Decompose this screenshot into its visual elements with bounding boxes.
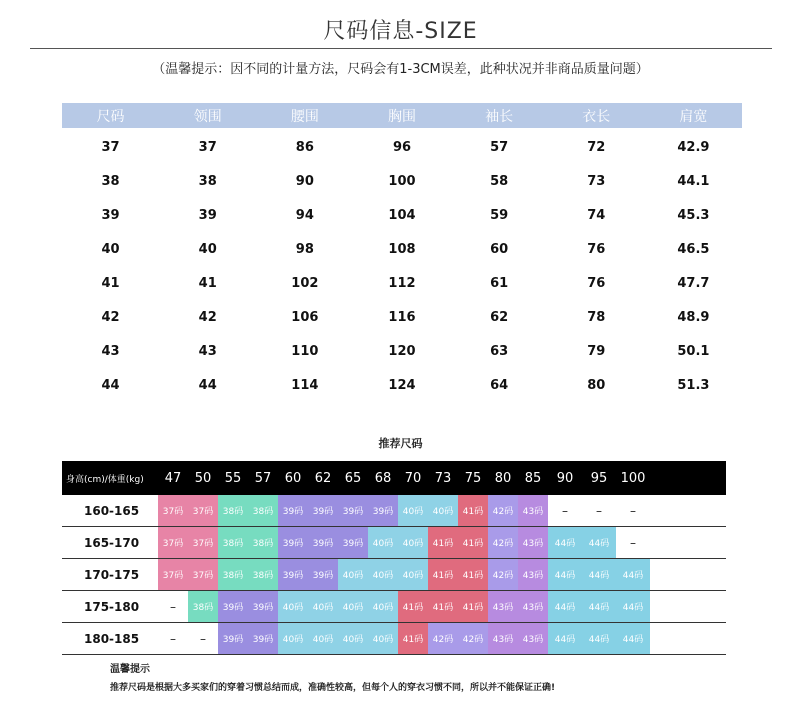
table-row [62,232,742,266]
table-cell: 63 [490,343,509,359]
recommend-body [62,495,726,655]
size-cell: 37码 [188,527,218,558]
table-cell: 42 [198,309,217,325]
size-cell: 43码 [518,495,548,526]
size-cell: 39码 [278,527,308,558]
weight-header: 47 [164,470,182,486]
size-cell: 38码 [248,559,278,590]
weight-header: 50 [194,470,212,486]
size-cell: 39码 [278,495,308,526]
header-chest: 胸围 [353,103,450,128]
weight-header: 62 [314,470,332,486]
table-cell: 39 [198,207,217,223]
size-cell: – [596,503,602,518]
weight-header: 75 [464,470,482,486]
table-cell: 120 [388,343,416,359]
table-cell: 50.1 [677,343,710,359]
table-row [62,266,742,300]
size-table [62,103,742,402]
table-row [62,527,726,559]
table-cell: 44 [101,377,120,393]
size-cell: 41码 [458,559,488,590]
size-cell: 39码 [248,591,278,622]
size-cell: 37码 [158,527,188,558]
size-cell: 44码 [582,591,616,622]
size-cell: 44码 [548,527,582,558]
size-cell: 37码 [158,559,188,590]
size-cell: 43码 [518,559,548,590]
table-cell: 79 [587,343,606,359]
header-collar: 领围 [159,103,256,128]
size-cell: 41码 [428,527,458,558]
size-cell: – [562,503,568,518]
size-cell: 44码 [616,591,650,622]
table-cell: 42.9 [677,139,710,155]
table-cell: 45.3 [677,207,710,223]
header-sleeve: 袖长 [451,103,548,128]
table-cell: 73 [587,173,606,189]
table-cell: 104 [388,207,416,223]
weight-header: 95 [590,470,608,486]
size-cell: 44码 [548,559,582,590]
table-cell: 38 [198,173,217,189]
table-cell: 80 [587,377,606,393]
size-cell: 37码 [188,559,218,590]
size-cell: 40码 [308,623,338,654]
size-cell: 40码 [338,623,368,654]
size-cell: 40码 [398,495,428,526]
size-cell: 38码 [248,527,278,558]
table-cell: 124 [388,377,416,393]
size-table-header [62,103,742,128]
size-cell: – [170,631,176,646]
table-cell: 74 [587,207,606,223]
size-cell: 44码 [616,559,650,590]
size-cell: 37码 [188,495,218,526]
size-cell: 41码 [398,623,428,654]
size-cell: 43码 [488,623,518,654]
weight-header: 68 [374,470,392,486]
size-cell: 43码 [518,527,548,558]
weight-header: 73 [434,470,452,486]
table-cell: 94 [295,207,314,223]
table-cell: 37 [101,139,120,155]
size-cell: 44码 [616,623,650,654]
table-row [62,198,742,232]
table-cell: 106 [291,309,319,325]
table-row [62,300,742,334]
size-cell: 39码 [218,623,248,654]
table-cell: 116 [388,309,416,325]
weight-header: 70 [404,470,422,486]
table-cell: 51.3 [677,377,710,393]
table-cell: 39 [101,207,120,223]
size-cell: 42码 [428,623,458,654]
table-cell: 43 [101,343,120,359]
size-cell: 40码 [368,527,398,558]
size-cell: 41码 [428,591,458,622]
size-cell: 40码 [278,623,308,654]
size-cell: 41码 [458,495,488,526]
table-cell: 62 [490,309,509,325]
tip-heading: 温馨提示 [110,664,150,675]
size-cell: 40码 [368,623,398,654]
weight-header: 100 [620,470,646,486]
size-cell: – [170,599,176,614]
size-cell: 44码 [548,623,582,654]
size-cell: 43码 [488,591,518,622]
weight-header: 57 [254,470,272,486]
table-cell: 59 [490,207,509,223]
size-cell: 40码 [398,559,428,590]
table-cell: 48.9 [677,309,710,325]
size-cell: 44码 [582,527,616,558]
table-cell: 41 [101,275,120,291]
size-cell: 41码 [428,559,458,590]
table-cell: 61 [490,275,509,291]
recommend-header [62,461,726,495]
table-cell: 96 [392,139,412,155]
weight-header: 85 [524,470,542,486]
table-cell: 110 [291,343,319,359]
size-cell: 40码 [368,559,398,590]
table-cell: 90 [295,173,314,189]
recommend-table [62,461,726,655]
size-cell: 39码 [218,591,248,622]
size-cell: 39码 [338,527,368,558]
size-cell: 40码 [278,591,308,622]
weight-header: 60 [284,470,302,486]
table-cell: 78 [587,309,606,325]
table-row [62,334,742,368]
height-label: 165-170 [84,535,140,550]
size-cell: 44码 [582,623,616,654]
size-cell: 40码 [428,495,458,526]
table-cell: 60 [490,241,509,257]
size-cell: 37码 [158,495,188,526]
size-cell: 44码 [582,559,616,590]
table-cell: 86 [295,139,314,155]
table-cell: 40 [198,241,217,257]
table-cell: 108 [388,241,416,257]
size-cell: 38码 [218,527,248,558]
size-cell: 39码 [308,495,338,526]
size-cell: 40码 [338,591,368,622]
table-cell: 64 [490,377,509,393]
table-cell: 44.1 [677,173,710,189]
size-table-body [62,130,742,402]
table-row [62,623,726,655]
size-cell: 40码 [308,591,338,622]
table-cell: 112 [388,275,416,291]
table-cell: 76 [587,275,606,291]
size-cell: 39码 [338,495,368,526]
title-divider [30,48,772,49]
weight-header: 65 [344,470,362,486]
size-cell: 39码 [278,559,308,590]
size-cell: 41码 [458,527,488,558]
header-size: 尺码 [62,103,159,128]
size-cell: 40码 [368,591,398,622]
table-cell: 58 [490,173,509,189]
size-cell: 38码 [218,495,248,526]
size-cell: 39码 [248,623,278,654]
weight-header: 80 [494,470,512,486]
table-cell: 102 [291,275,319,291]
size-cell: 43码 [518,623,548,654]
size-cell: 38码 [248,495,278,526]
table-cell: 41 [198,275,217,291]
weight-header: 55 [224,470,242,486]
table-row [62,164,742,198]
weight-header: 90 [556,470,574,486]
size-cell: 38码 [218,559,248,590]
size-cell: 42码 [458,623,488,654]
size-cell: 40码 [398,527,428,558]
table-row [62,130,742,164]
size-cell: 43码 [518,591,548,622]
recommend-title: 推荐尺码 [378,437,423,450]
header-shoulder: 肩宽 [645,103,742,128]
table-cell: 43 [198,343,217,359]
header-waist: 腰围 [256,103,353,128]
size-cell: 40码 [338,559,368,590]
table-row [62,368,742,402]
size-cell: – [630,503,636,518]
table-cell: 46.5 [677,241,710,257]
table-cell: 40 [101,241,120,257]
tip-body: 推荐尺码是根据大多买家们的穿着习惯总结而成，准确性较高，但每个人的穿衣习惯不同，所以并不能保证正确! [110,683,556,693]
measurement-note: （温馨提示：因不同的计量方法，尺码会有1-3CM误差，此种状况并非商品质量问题） [152,62,649,77]
size-cell: 42码 [488,495,518,526]
table-cell: 98 [295,241,314,257]
size-cell: – [630,535,636,550]
table-row [62,559,726,591]
table-cell: 42 [101,309,120,325]
table-row [62,495,726,527]
page-title: 尺码信息-SIZE [323,19,478,44]
table-row [62,591,726,623]
table-cell: 37 [198,139,217,155]
table-cell: 114 [291,377,319,393]
corner-label: 身高(cm)/体重(kg) [66,474,144,485]
size-cell: 38码 [188,591,218,622]
size-cell: 42码 [488,527,518,558]
height-label: 160-165 [84,503,140,518]
table-cell: 72 [587,139,606,155]
table-cell: 57 [490,139,509,155]
size-cell: 41码 [398,591,428,622]
height-label: 175-180 [84,599,140,614]
table-cell: 100 [388,173,416,189]
size-cell: 39码 [368,495,398,526]
size-cell: 41码 [458,591,488,622]
table-cell: 44 [198,377,217,393]
height-label: 180-185 [84,631,140,646]
table-cell: 38 [101,173,120,189]
table-cell: 76 [587,241,606,257]
size-cell: 44码 [548,591,582,622]
size-cell: – [200,631,206,646]
size-cell: 42码 [488,559,518,590]
table-cell: 47.7 [677,275,710,291]
size-cell: 39码 [308,559,338,590]
height-label: 170-175 [84,567,140,582]
header-length: 衣长 [548,103,645,128]
size-cell: 39码 [308,527,338,558]
